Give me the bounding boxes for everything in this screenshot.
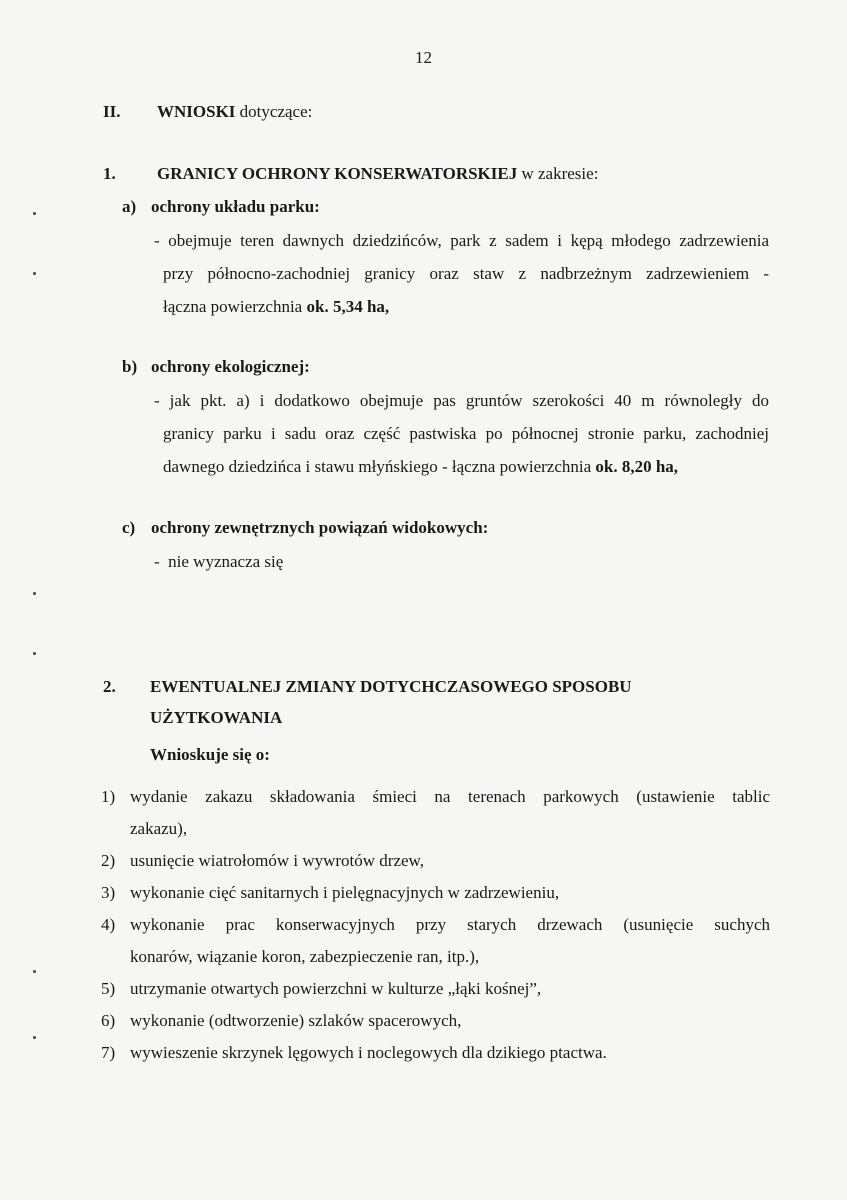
- item-a-line3-text: łączna powierzchnia: [163, 297, 303, 316]
- item-a-line3: [163, 297, 389, 317]
- section-title-rest: dotyczące:: [239, 102, 313, 121]
- item-b-label: b): [122, 357, 138, 376]
- list-item-text-cont: konarów, wiązanie koron, zabezpieczenie ran, itp.),: [130, 947, 480, 966]
- part2-intro: Wnioskuje się o:: [150, 745, 270, 764]
- item-b-line2: granicy parku i sadu oraz część pastwiska po północnej stronie parku, zachodniej: [163, 424, 769, 443]
- list-item-number: 4): [101, 915, 116, 934]
- list-item-number: 3): [101, 883, 116, 902]
- list-item-text: wykonanie (odtworzenie) szlaków spacerowych,: [130, 1011, 462, 1030]
- item-a-line2: przy północno-zachodniej granicy oraz staw z nadbrzeżnym zadrzewieniem -: [163, 264, 769, 283]
- list-item-number: 5): [101, 979, 116, 998]
- item-c-line1: - nie wyznacza się: [154, 552, 284, 571]
- item-c-label: c): [122, 518, 136, 537]
- list-item-text-cont: zakazu),: [130, 819, 188, 838]
- part1-title-bold: GRANICY OCHRONY KONSERWATORSKIEJ: [157, 164, 518, 183]
- list-item-text: wydanie zakazu składowania śmieci na terenach parkowych (ustawienie tablic: [130, 787, 770, 806]
- list-item-number: 6): [101, 1011, 116, 1030]
- item-b-area: ok. 8,20 ha,: [595, 457, 679, 476]
- list-item-text: wykonanie cięć sanitarnych i pielęgnacyjnych w zadrzewieniu,: [130, 883, 560, 902]
- list-item-text: wykonanie prac konserwacyjnych przy starych drzewach (usunięcie suchych: [130, 915, 770, 934]
- part1-title: [157, 164, 598, 184]
- item-b-heading: ochrony ekologicznej:: [151, 357, 310, 376]
- list-item-text: wywieszenie skrzynek lęgowych i noclegowych dla dzikiego ptactwa.: [130, 1043, 607, 1062]
- item-b-line3-text: dawnego dziedzińca i stawu młyńskiego - łączna powierzchnia: [163, 457, 592, 476]
- list-item-text: utrzymanie otwartych powierzchni w kulturze „łąki kośnej”,: [130, 979, 542, 998]
- section-title-bold: WNIOSKI: [157, 102, 236, 121]
- section-numeral: II.: [103, 102, 121, 121]
- list-item-number: 7): [101, 1043, 116, 1062]
- item-a-line1: - obejmuje teren dawnych dziedzińców, park z sadem i kępą młodego zadrzewienia: [154, 231, 769, 250]
- page-number: 12: [415, 48, 432, 67]
- part2-title-line2: UŻYTKOWANIA: [150, 708, 283, 727]
- item-a-label: a): [122, 197, 137, 216]
- list-item-number: 1): [101, 787, 116, 806]
- item-a-area: ok. 5,34 ha,: [306, 297, 390, 316]
- part1-number: 1.: [103, 164, 116, 183]
- part2-number: 2.: [103, 677, 116, 696]
- part2-title-line1: EWENTUALNEJ ZMIANY DOTYCHCZASOWEGO SPOSOBU: [150, 677, 632, 696]
- part1-title-rest: w zakresie:: [521, 164, 599, 183]
- item-b-line3: [163, 457, 678, 477]
- list-item-number: 2): [101, 851, 116, 870]
- item-c-heading: ochrony zewnętrznych powiązań widokowych:: [151, 518, 489, 537]
- section-title: [157, 102, 312, 122]
- item-b-line1: - jak pkt. a) i dodatkowo obejmuje pas gruntów szerokości 40 m równoległy do: [154, 391, 769, 410]
- list-item-text: usunięcie wiatrołomów i wywrotów drzew,: [130, 851, 424, 870]
- item-a-heading: ochrony układu parku:: [151, 197, 320, 216]
